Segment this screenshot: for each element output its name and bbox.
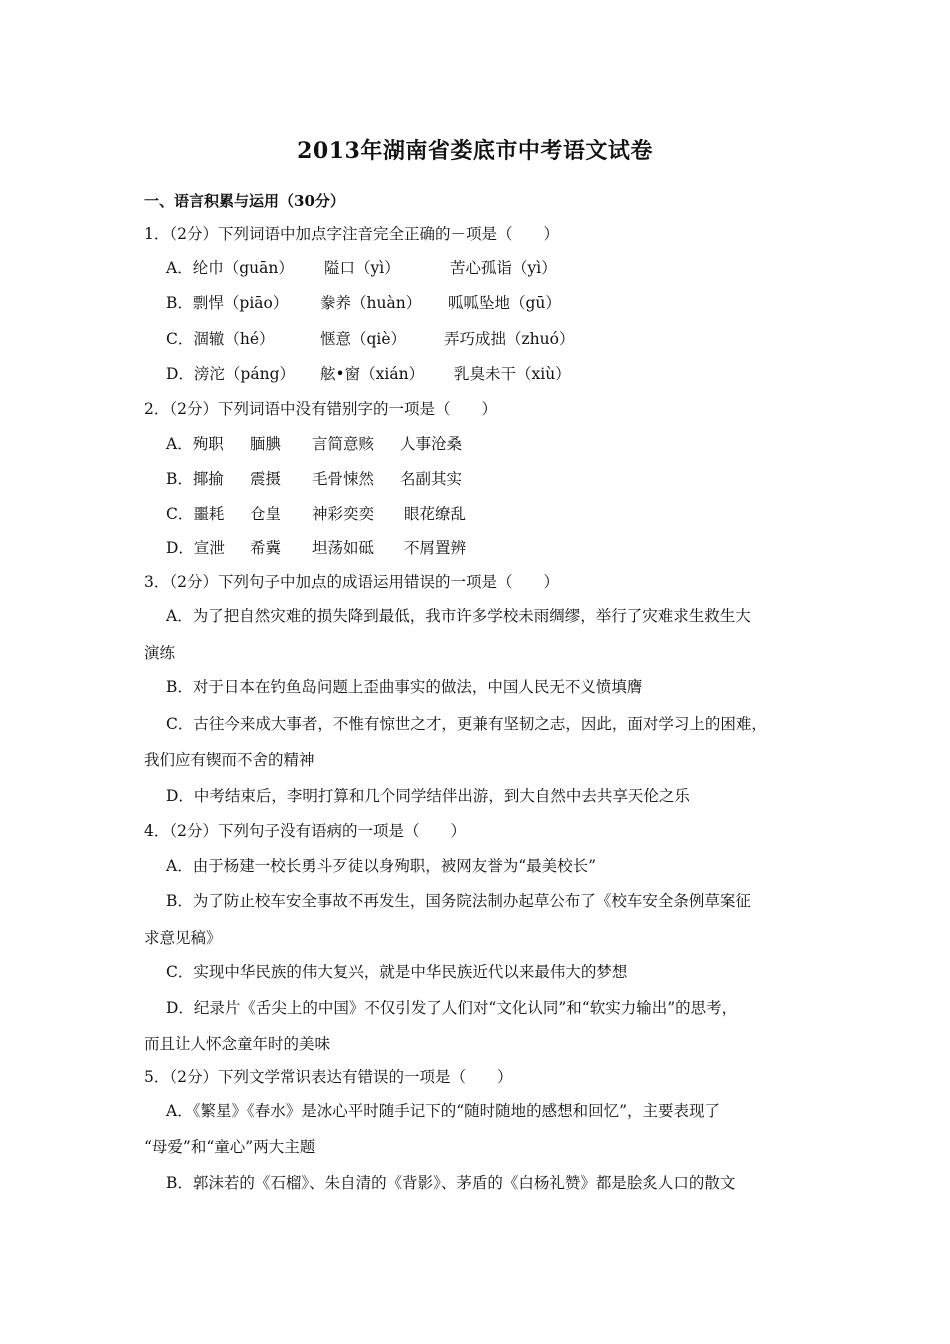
option-col: 乳臭未干（xiù） (454, 365, 571, 383)
question-3-option-b: B．对于日本在钓鱼岛问题上歪曲事实的做法，中国人民无不义愤填膺 (166, 678, 643, 696)
question-5-stem: 5．（2分）下列文学常识表达有错误的一项是（ ） (144, 1068, 513, 1086)
page-title: 2013年湖南省娄底市中考语文试卷 (297, 138, 653, 164)
option-col: 弄巧成拙（zhuó） (444, 330, 575, 348)
question-4-option-d-cont: 而且让人怀念童年时的美味 (144, 1035, 331, 1053)
option-col: 隘口（yì） (324, 259, 400, 277)
question-3-option-c: C．古往今来成大事者，不惟有惊世之才，更兼有坚韧之志，因此，面对学习上的困难， (166, 715, 767, 733)
option-col: 希冀 (250, 539, 282, 557)
option-col: D．滂沱（páng） (166, 365, 295, 383)
option-col: 仓皇 (250, 505, 282, 523)
option-col: 神彩奕奕 (312, 505, 375, 523)
question-1-stem: 1．（2分）下列词语中加点字注音完全正确的－项是（ ） (144, 225, 559, 243)
question-3-option-a-cont: 演练 (144, 644, 176, 662)
question-4-stem: 4．（2分）下列句子没有语病的一项是（ ） (144, 822, 466, 840)
option-col: C．涸辙（hé） (166, 330, 275, 348)
question-5-option-a-cont: “母爱”和“童心”两大主题 (144, 1138, 316, 1156)
option-col: A．殉职 (166, 435, 224, 453)
question-4-option-b: B．为了防止校车安全事故不再发生，国务院法制办起草公布了《校车安全条例草案征 (166, 892, 751, 910)
option-col: A．纶巾（guān） (166, 259, 294, 277)
option-col: 不屑置辨 (404, 539, 467, 557)
option-col: 眼花缭乱 (404, 505, 467, 523)
option-col: 言简意赅 (312, 435, 375, 453)
question-4-option-b-cont: 求意见稿》 (144, 929, 222, 947)
option-col: 舷•窗（xián） (320, 365, 425, 383)
question-3-option-a: A．为了把自然灾难的损失降到最低，我市许多学校未雨绸缪，举行了灾难求生救生大 (166, 607, 751, 625)
question-4-option-a: A．由于杨建一校长勇斗歹徒以身殉职，被网友誉为“最美校长” (166, 857, 597, 875)
option-col: 呱呱坠地（gū） (448, 294, 561, 312)
option-col: 坦荡如砥 (312, 539, 375, 557)
option-col: 豢养（huàn） (320, 294, 422, 312)
question-3-stem: 3．（2分）下列句子中加点的成语运用错误的一项是（ ） (144, 573, 559, 591)
option-col: 人事沧桑 (400, 435, 463, 453)
question-3-option-d: D．中考结束后，李明打算和几个同学结伴出游，到大自然中去共享天伦之乐 (166, 787, 690, 805)
option-col: D．宣泄 (166, 539, 225, 557)
question-3-option-c-cont: 我们应有锲而不舍的精神 (144, 751, 315, 769)
option-col: 苦心孤诣（yì） (450, 259, 557, 277)
option-col: 名副其实 (400, 470, 463, 488)
question-4-option-c: C．实现中华民族的伟大复兴，就是中华民族近代以来最伟大的梦想 (166, 963, 628, 981)
option-col: B．剽悍（piāo） (166, 294, 289, 312)
option-col: 毛骨悚然 (312, 470, 375, 488)
option-col: 震摄 (250, 470, 282, 488)
option-col: 惬意（qiè） (320, 330, 407, 348)
option-col: 腼腆 (250, 435, 282, 453)
question-4-option-d: D．纪录片《舌尖上的中国》不仅引发了人们对“文化认同”和“软实力输出”的思考， (166, 999, 738, 1017)
question-2-stem: 2．（2分）下列词语中没有错别字的一项是（ ） (144, 400, 497, 418)
option-col: C．噩耗 (166, 505, 225, 523)
question-5-option-b: B．郭沫若的《石榴》、朱自清的《背影》、茅盾的《白杨礼赞》都是脍炙人口的散文 (166, 1174, 736, 1192)
question-5-option-a: A．《繁星》《春水》是冰心平时随手记下的“随时随地的感想和回忆”，主要表现了 (166, 1102, 721, 1120)
option-col: B．揶揄 (166, 470, 224, 488)
section-heading: 一、语言积累与运用（30分） (144, 192, 345, 210)
